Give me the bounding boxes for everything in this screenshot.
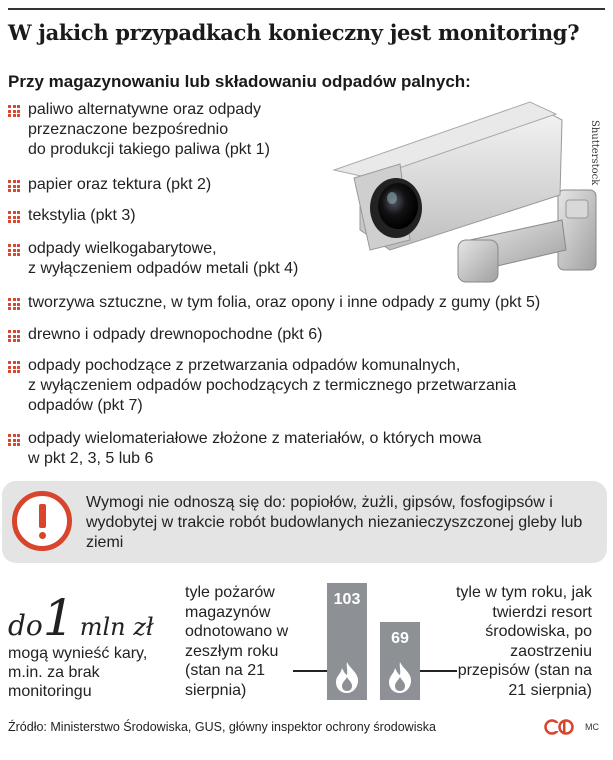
last-year-stat-text: tyle pożarów magazynów odnotowano w zeszłym roku (stan na 21 sierpnia) <box>185 584 289 699</box>
list-item: tworzywa sztuczne, w tym folia, oraz opony i inne odpady z gumy (pkt 5) <box>8 293 540 313</box>
exemption-notice <box>2 481 607 563</box>
exemption-text: Wymogi nie odnoszą się do: popiołów, żużli, gipsów, fosfogipsów i wydobytej w trakcie robót budowlanych niezanieczyszczonej gleby lub ziemi <box>86 494 583 551</box>
list-item: papier oraz tektura (pkt 2) <box>8 175 211 195</box>
bar-1 <box>327 583 367 700</box>
source-note: Źródło: Ministerstwo Środowiska, GUS, główny inspektor ochrony środowiska <box>8 720 436 734</box>
fire-count-chart <box>327 583 437 700</box>
bullet-dots-icon <box>8 434 22 446</box>
author-tag: MC <box>585 722 599 732</box>
list-item: odpady wielkogabarytowe, z wyłączeniem odpadów metali (pkt 4) <box>8 239 298 279</box>
flame-icon <box>385 660 415 694</box>
list-item: odpady pochodzące z przetwarzania odpadów komunalnych, z wyłączeniem odpadów pochodzących z termicznego przetwarzania odpadów (pkt 7) <box>8 356 516 416</box>
publisher-logo-icon <box>544 719 578 735</box>
list-item: paliwo alternatywne oraz odpady przeznaczone bezpośrednio do produkcji takiego paliwa (pkt 1) <box>8 100 270 160</box>
photo-credit: Shutterstock <box>589 120 600 186</box>
bar-2 <box>380 622 420 700</box>
bullet-dots-icon <box>8 180 22 192</box>
fine-amount: do1 mln zł <box>8 589 154 647</box>
this-year-stat-text: tyle w tym roku, jak twierdzi resort środowiska, po zaostrzeniu przepisów (stan na 21 sierpnia) <box>455 584 592 699</box>
list-item: drewno i odpady drewnopochodne (pkt 6) <box>8 325 322 345</box>
section-subtitle: Przy magazynowaniu lub składowaniu odpadów palnych: <box>8 72 471 91</box>
list-item: tekstylia (pkt 3) <box>8 206 136 226</box>
bullet-dots-icon <box>8 361 22 373</box>
bar-value-label: 103 <box>333 591 361 608</box>
bullet-dots-icon <box>8 330 22 342</box>
bullet-dots-icon <box>8 298 22 310</box>
exclamation-icon <box>12 491 72 551</box>
list-item: odpady wielomateriałowe złożone z materiałów, o których mowa w pkt 2, 3, 5 lub 6 <box>8 429 482 469</box>
top-rule <box>8 8 605 10</box>
bullet-dots-icon <box>8 105 22 117</box>
fine-amount-block <box>8 589 178 701</box>
bar-value-label: 69 <box>391 630 409 647</box>
page-title: W jakich przypadkach konieczny jest monitoring? <box>8 20 580 45</box>
flame-icon <box>332 660 362 694</box>
connector-line-left <box>293 670 329 672</box>
cctv-camera-illustration <box>330 100 610 290</box>
bullet-dots-icon <box>8 244 22 256</box>
bullet-dots-icon <box>8 211 22 223</box>
fine-description: mogą wynieść kary, m.in. za brak monitoringu <box>8 645 148 700</box>
